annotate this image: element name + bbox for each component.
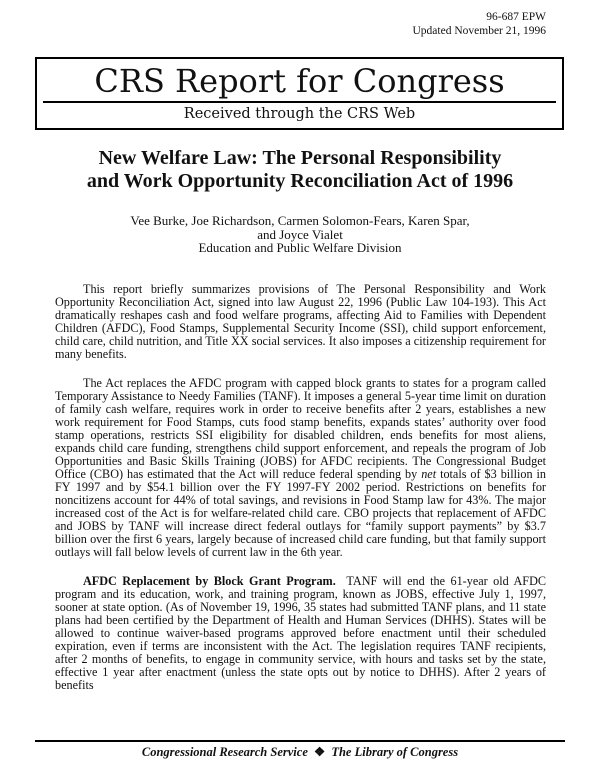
authors-line2: and Joyce Vialet [257,226,343,242]
footer-divider [35,740,565,742]
diamond-icon: ❖ [314,745,326,759]
footer-org: Congressional Research Service [141,745,308,759]
masthead-subtitle: Received through the CRS Web [183,106,416,122]
text-segment-italic: net [421,467,437,481]
document-header-meta [413,11,547,38]
body-paragraph [55,283,546,361]
report-title-line2: and Work Opportunity Reconciliation Act of 1996 [86,170,514,192]
footer-library: The Library of Congress [331,745,459,759]
body-paragraph [55,575,546,692]
text-segment-normal: totals of $3 billion in FY 1997 and by $54.1 billion over the FY 1997-FY 2002 period. Restrictions on benefits for noncitizens account for 44% of total savings, and revisions in Food Stamp law for 43%. The major increased cost of the Act is for welfare-related child care. CBO projects that replacement of AFDC and JOBS by TANF will increase direct federal outlays for “family support payments” by $3.7 billion over the first 6 years, largely because of increased child care funding, but that family support outlays will fall below levels of current law in the 6th year. [55,467,546,559]
report-title [0,147,600,193]
authors-line1: Vee Burke, Joe Richardson, Carmen Solomon-Fears, Karen Spar, [130,213,470,228]
authors-block [0,214,600,255]
footer [0,744,600,760]
division-name: Education and Public Welfare Division [198,240,402,255]
report-number: 96-687 EPW [486,11,546,23]
text-segment-normal: This report briefly summarizes provisions of The Personal Responsibility and Work Opportunity Reconciliation Act, signed into law August 22, 1996 (Public Law 104-193). This Act dramatically reshapes cash and food welfare programs, affecting Aid to Families with Dependent Children (AFDC), Food Stamps, Supplemental Security Income (SSI), child support enforcement, child care, child nutrition, and Title XX social services. It also imposes a citizenship requirement for many benefits. [55,282,546,361]
text-segment-bold: AFDC Replacement by Block Grant Program. [83,574,336,588]
updated-date: Updated November 21, 1996 [412,24,546,37]
masthead-box [35,57,564,130]
report-body [55,283,546,692]
text-segment-normal: The Act replaces the AFDC program with capped block grants to states for a program called Temporary Assistance to Needy Families (TANF). It imposes a general 5-year time limit on duration of family cash welfare, requires work in order to receive benefits after 2 years, establishes a new work requirement for Food Stamps, cuts food stamp benefits, expands states’ authority over food stamp operations, restricts SSI eligibility for disabled children, ends benefits for most aliens, expands child care funding, strengthens child support enforcement, and repeals the program of Job Opportunities and Basic Skills Training (JOBS) for AFDC recipients. The Congressional Budget Office (CBO) has estimated that the Act will reduce federal spending by [55,376,546,481]
text-segment-normal: TANF will end the 61-year old AFDC program and its education, work, and training program, known as JOBS, effective July 1, 1997, sooner at state option. (As of November 19, 1996, 35 states had submitted TANF plans, and 11 state plans had been certified by the Department of Health and Human Services (DHHS). States will be allowed to continue waiver-based programs approved before enactment until their scheduled expiration, even if terms are inconsistent with the Act. The legislation requires TANF recipients, after 2 months of benefits, to engage in community service, with hours and tasks set by the state, effective 1 year after enactment (unless the state opts out by notice to DHHS). After 2 years of benefits [55,574,547,692]
report-title-line1: New Welfare Law: The Personal Responsibility [98,147,502,169]
body-paragraph [55,377,546,559]
masthead-title: CRS Report for Congress [94,62,505,100]
